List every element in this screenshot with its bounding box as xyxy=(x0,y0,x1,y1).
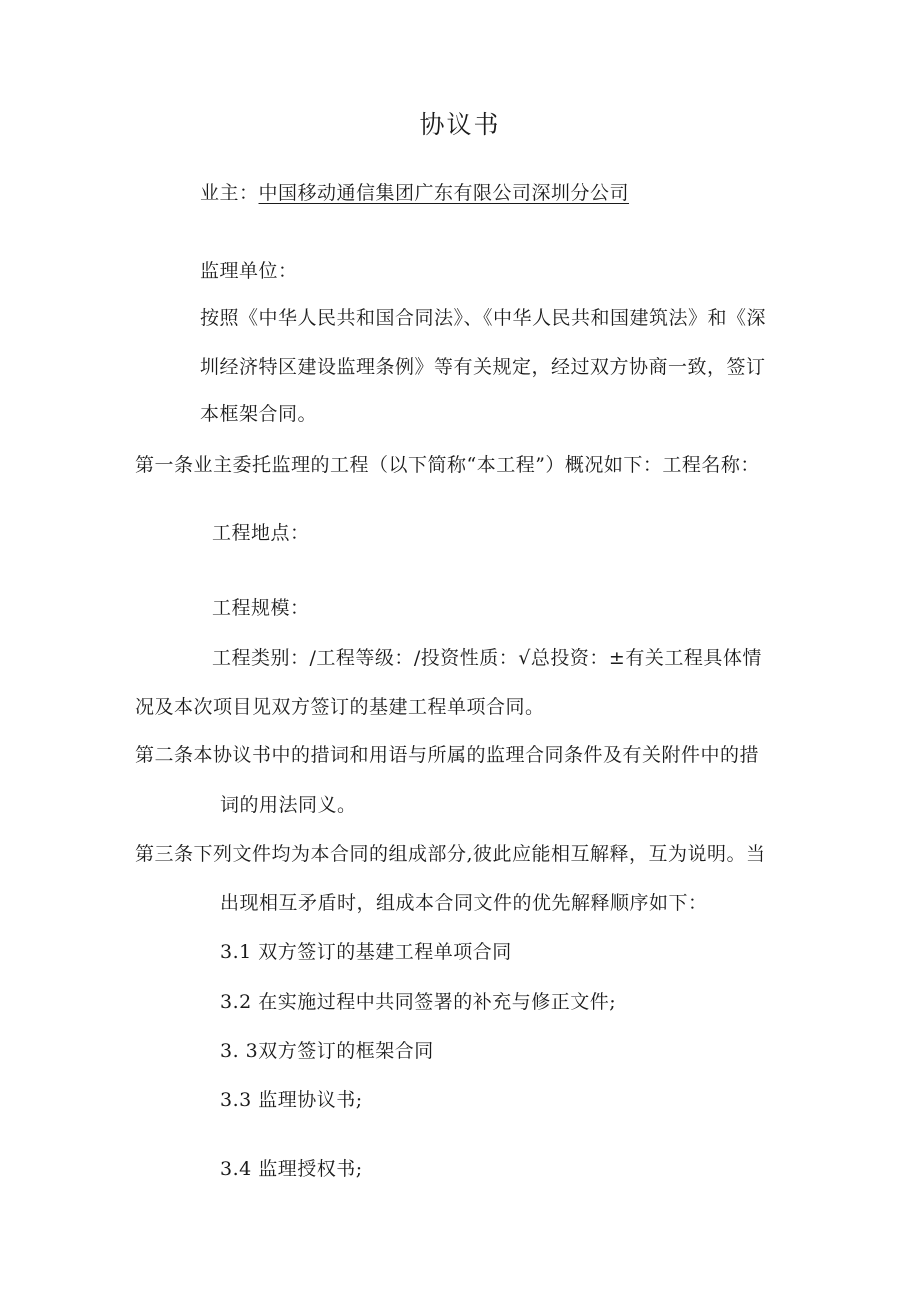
owner-name: 中国移动通信集团广东有限公司深圳分公司 xyxy=(258,182,630,204)
article3-text: 第三条下列文件均为本合同的组成部分,彼此应能相互解释，互为说明。当 xyxy=(135,843,766,865)
list-item: 3. 3双方签订的框架合同 xyxy=(220,1040,434,1062)
project-scale-label: 工程规模： xyxy=(212,597,310,619)
list-item: 3.1 双方签订的基建工程单项合同 xyxy=(220,941,512,963)
article3-text: 出现相互矛盾时，组成本合同文件的优先解释顺序如下： xyxy=(220,892,708,914)
project-location-label: 工程地点： xyxy=(212,522,310,544)
article1-detail: 工程类别：/工程等级：/投资性质：√总投资：±有关工程具体情 xyxy=(212,647,762,669)
list-item: 3.3 监理协议书; xyxy=(220,1089,363,1111)
page-title: 协议书 xyxy=(419,110,501,139)
list-item: 3.2 在实施过程中共同签署的补充与修正文件; xyxy=(220,991,617,1013)
article2-text: 词的用法同义。 xyxy=(220,794,357,816)
owner-label: 业主： xyxy=(200,182,259,204)
list-item: 3.4 监理授权书; xyxy=(220,1158,363,1180)
article2-text: 第二条本协议书中的措词和用语与所属的监理合同条件及有关附件中的措 xyxy=(135,744,760,766)
owner-line xyxy=(200,181,629,205)
article1-heading: 第一条业主委托监理的工程（以下简称“本工程”）概况如下：工程名称： xyxy=(135,454,760,476)
intro-line: 圳经济特区建设监理条例》等有关规定，经过双方协商一致，签订 xyxy=(200,356,766,378)
intro-line: 按照《中华人民共和国合同法》、《中华人民共和国建筑法》和《深 xyxy=(200,307,767,329)
intro-line: 本框架合同。 xyxy=(200,403,318,425)
supervisor-label: 监理单位： xyxy=(200,260,298,282)
article1-detail: 况及本次项目见双方签订的基建工程单项合同。 xyxy=(135,696,545,718)
